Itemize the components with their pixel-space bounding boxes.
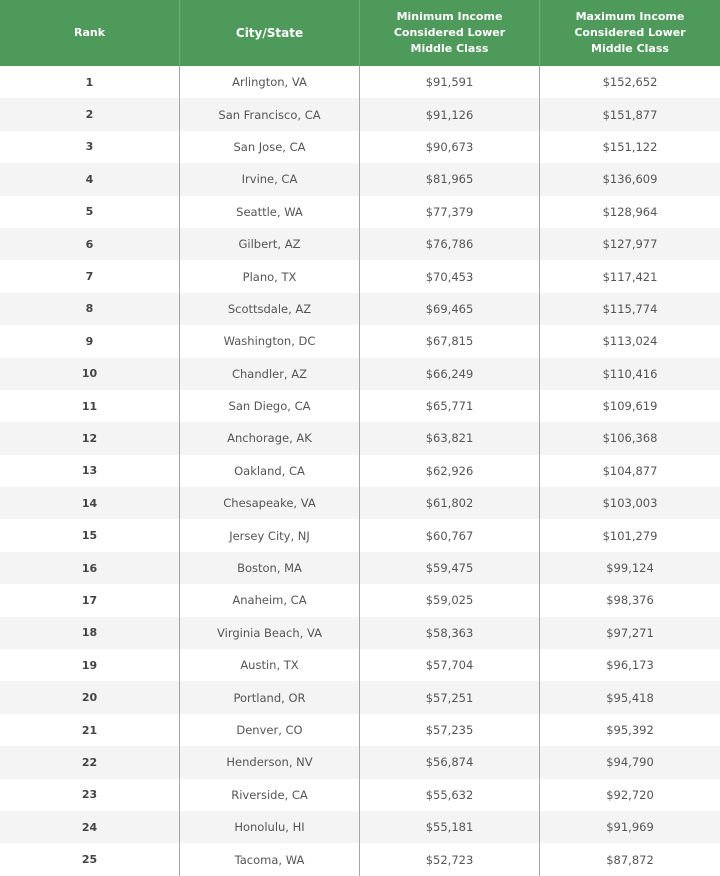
city-state-cell: Austin, TX [180, 649, 360, 681]
minimum-income-cell: $91,126 [360, 98, 540, 130]
table-row [0, 519, 720, 551]
maximum-income-cell: $91,969 [606, 820, 654, 835]
minimum-income-cell: $69,465 [360, 293, 540, 325]
maximum-income-cell: $113,024 [602, 334, 658, 349]
minimum-income-cell: $57,251 [360, 681, 540, 713]
rank-cell: 9 [0, 325, 180, 357]
table-row [0, 584, 720, 616]
rank-cell: 23 [0, 779, 180, 811]
table-row [0, 617, 720, 649]
rank-cell: 3 [0, 131, 180, 163]
maximum-income-cell: $103,003 [602, 496, 658, 511]
rank-cell: 19 [0, 649, 180, 681]
maximum-income-cell: $109,619 [602, 399, 658, 414]
maximum-income-cell: $87,872 [606, 852, 654, 867]
table-row [0, 260, 720, 292]
rank-cell: 24 [0, 811, 180, 843]
city-state-cell: Henderson, NV [180, 746, 360, 778]
table-row [0, 487, 720, 519]
table-row [0, 163, 720, 195]
table-row [0, 98, 720, 130]
city-state-cell: Boston, MA [180, 552, 360, 584]
minimum-income-cell: $52,723 [360, 843, 540, 875]
header-minimum-income: Minimum Income Considered Lower Middle Class [360, 0, 540, 66]
table-row [0, 228, 720, 260]
minimum-income-cell: $61,802 [360, 487, 540, 519]
city-state-cell: Tacoma, WA [180, 843, 360, 875]
maximum-income-cell: $106,368 [602, 431, 658, 446]
minimum-income-cell: $76,786 [360, 228, 540, 260]
city-state-cell: Seattle, WA [180, 196, 360, 228]
city-state-cell: Denver, CO [180, 714, 360, 746]
city-state-cell: Gilbert, AZ [180, 228, 360, 260]
maximum-income-cell: $110,416 [602, 366, 658, 381]
city-state-cell: Riverside, CA [180, 779, 360, 811]
rank-cell: 25 [0, 843, 180, 875]
maximum-income-cell: $128,964 [602, 204, 658, 219]
maximum-income-cell: $92,720 [606, 787, 654, 802]
minimum-income-cell: $65,771 [360, 390, 540, 422]
city-state-cell: Irvine, CA [180, 163, 360, 195]
table-row [0, 66, 720, 98]
rank-cell: 6 [0, 228, 180, 260]
header-rank: Rank [0, 0, 180, 66]
rank-cell: 20 [0, 681, 180, 713]
city-state-cell: San Jose, CA [180, 131, 360, 163]
city-state-cell: Oakland, CA [180, 455, 360, 487]
minimum-income-cell: $91,591 [360, 66, 540, 98]
city-state-cell: Arlington, VA [180, 66, 360, 98]
rank-cell: 1 [0, 66, 180, 98]
minimum-income-cell: $66,249 [360, 358, 540, 390]
maximum-income-cell: $98,376 [606, 593, 654, 608]
maximum-income-cell: $97,271 [606, 625, 654, 640]
city-state-cell: Portland, OR [180, 681, 360, 713]
table-row [0, 649, 720, 681]
maximum-income-cell: $104,877 [602, 463, 658, 478]
table-row [0, 746, 720, 778]
minimum-income-cell: $67,815 [360, 325, 540, 357]
minimum-income-cell: $70,453 [360, 260, 540, 292]
maximum-income-cell: $127,977 [602, 237, 658, 252]
table-row [0, 552, 720, 584]
minimum-income-cell: $57,235 [360, 714, 540, 746]
rank-cell: 10 [0, 358, 180, 390]
city-state-cell: Chandler, AZ [180, 358, 360, 390]
rank-cell: 14 [0, 487, 180, 519]
rank-cell: 5 [0, 196, 180, 228]
minimum-income-cell: $56,874 [360, 746, 540, 778]
minimum-income-cell: $62,926 [360, 455, 540, 487]
city-state-cell: San Diego, CA [180, 390, 360, 422]
maximum-income-cell: $94,790 [606, 755, 654, 770]
city-state-cell: Jersey City, NJ [180, 519, 360, 551]
maximum-income-cell: $136,609 [602, 172, 658, 187]
city-state-cell: Honolulu, HI [180, 811, 360, 843]
table-row [0, 714, 720, 746]
city-state-cell: Anaheim, CA [180, 584, 360, 616]
city-state-cell: Virginia Beach, VA [180, 617, 360, 649]
minimum-income-cell: $58,363 [360, 617, 540, 649]
minimum-income-cell: $59,475 [360, 552, 540, 584]
rank-cell: 22 [0, 746, 180, 778]
maximum-income-cell: $95,392 [606, 723, 654, 737]
header-city-state: City/State [180, 0, 360, 66]
rank-cell: 8 [0, 293, 180, 325]
city-state-cell: Plano, TX [180, 260, 360, 292]
rank-cell: 15 [0, 519, 180, 551]
minimum-income-cell: $90,673 [360, 131, 540, 163]
maximum-income-cell: $152,652 [602, 75, 658, 90]
city-state-cell: Chesapeake, VA [180, 487, 360, 519]
minimum-income-cell: $63,821 [360, 422, 540, 454]
maximum-income-cell: $151,877 [602, 107, 658, 122]
table-row [0, 779, 720, 811]
minimum-income-cell: $57,704 [360, 649, 540, 681]
table-row [0, 293, 720, 325]
table-row [0, 196, 720, 228]
table-row [0, 811, 720, 843]
maximum-income-cell: $95,418 [606, 690, 654, 705]
table-row [0, 325, 720, 357]
city-state-cell: Scottsdale, AZ [180, 293, 360, 325]
table-row [0, 131, 720, 163]
maximum-income-cell: $99,124 [606, 561, 654, 576]
table-header [0, 0, 720, 66]
rank-cell: 4 [0, 163, 180, 195]
rank-cell: 21 [0, 714, 180, 746]
maximum-income-cell: $101,279 [602, 528, 658, 543]
minimum-income-cell: $59,025 [360, 584, 540, 616]
rank-cell: 12 [0, 422, 180, 454]
maximum-income-cell: $115,774 [602, 301, 658, 316]
table-row [0, 390, 720, 422]
table-row [0, 422, 720, 454]
minimum-income-cell: $55,632 [360, 779, 540, 811]
minimum-income-cell: $77,379 [360, 196, 540, 228]
table-row [0, 455, 720, 487]
maximum-income-cell: $151,122 [602, 139, 658, 154]
table-row [0, 358, 720, 390]
table-row [0, 843, 720, 875]
maximum-income-cell: $96,173 [606, 658, 654, 673]
rank-cell: 17 [0, 584, 180, 616]
rank-cell: 16 [0, 552, 180, 584]
rank-cell: 2 [0, 98, 180, 130]
rank-cell: 11 [0, 390, 180, 422]
rank-cell: 7 [0, 260, 180, 292]
table-row [0, 681, 720, 713]
rank-cell: 13 [0, 455, 180, 487]
city-state-cell: Anchorage, AK [180, 422, 360, 454]
table-body [0, 66, 720, 876]
minimum-income-cell: $55,181 [360, 811, 540, 843]
minimum-income-cell: $81,965 [360, 163, 540, 195]
city-state-cell: Washington, DC [180, 325, 360, 357]
minimum-income-cell: $60,767 [360, 519, 540, 551]
city-state-cell: San Francisco, CA [180, 98, 360, 130]
header-maximum-income: Maximum Income Considered Lower Middle Class [574, 10, 686, 55]
maximum-income-cell: $117,421 [602, 269, 658, 284]
rank-cell: 18 [0, 617, 180, 649]
